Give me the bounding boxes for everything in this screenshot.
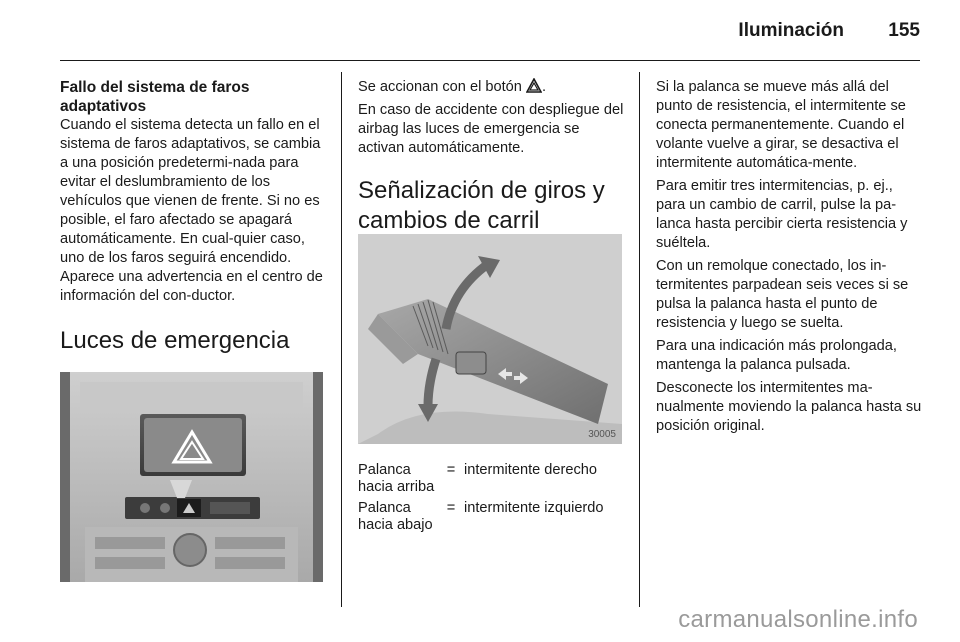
hazard-panel-figure [60, 372, 323, 582]
section-title: Luces de emergencia [60, 327, 290, 354]
paragraph: En caso de accidente con despliegue del airbag las luces de emergencia se activan automáticamente. [358, 102, 624, 156]
column-3 [656, 78, 922, 440]
paragraph: Para emitir tres intermitencias, p. ej., para un cambio de carril, pulse la pa-lanca hasta percibir cierta resistencia y suéltela. [656, 178, 908, 251]
paragraph: Con un remolque conectado, los in-termitentes parpadean seis veces si se pulsa la palanca hasta el punto de resistencia y luego se suelta. [656, 258, 909, 331]
legend-row [358, 500, 628, 534]
column-divider [341, 72, 342, 607]
section-title: Señalización de giros y cambios de carril [358, 177, 605, 234]
paragraph: Cuando el sistema detecta un fallo en el sistema de faros adaptativos, se cambia a una posición predetermi-nada para evitar el deslumbramiento de los vehículos que vienen de frente. Si no es posible, el faro afectado se apagará automáticamente. En cual-quier caso, uno de los faros seguirá encendido. Aparece una advertencia en el centro de información del con-ductor. [60, 117, 323, 304]
hazard-panel-illustration [60, 372, 323, 582]
page-number: 155 [888, 20, 920, 41]
column-1 [60, 78, 326, 372]
legend-equals: = [446, 500, 456, 516]
column-divider [639, 72, 640, 607]
legend-table [358, 462, 628, 538]
paragraph: Desconecte los intermitentes ma-nualmente moviendo la palanca hasta su posición original. [656, 380, 922, 434]
legend-equals: = [446, 462, 456, 478]
legend-term: Palanca hacia abajo [358, 500, 433, 533]
hazard-warning-icon [526, 78, 542, 93]
column-2 [358, 78, 626, 252]
paragraph [358, 78, 626, 97]
header-title: Iluminación [738, 20, 844, 41]
figure-number: 30005 [588, 429, 616, 440]
paragraph: Para una indicación más prolongada, mantenga la palanca pulsada. [656, 338, 897, 373]
turn-signal-lever-illustration [358, 234, 622, 444]
paragraph: Si la palanca se mueve más allá del punto de resistencia, el intermitente se conecta permanentemente. Cuando el volante vuelve a girar, se desactiva el intermitente automática-mente. [656, 79, 906, 171]
legend-description: intermitente derecho [464, 462, 598, 478]
legend-term: Palanca hacia arriba [358, 462, 435, 495]
legend-description: intermitente izquierdo [464, 500, 604, 516]
text: . [541, 79, 547, 95]
turn-signal-lever-figure [358, 234, 622, 444]
header-rule [60, 60, 920, 61]
watermark: carmanualsonline.info [678, 606, 918, 633]
text: Se accionan con el botón [358, 79, 522, 95]
legend-row [358, 462, 628, 496]
subheading: Fallo del sistema de faros adaptativos [60, 79, 250, 115]
